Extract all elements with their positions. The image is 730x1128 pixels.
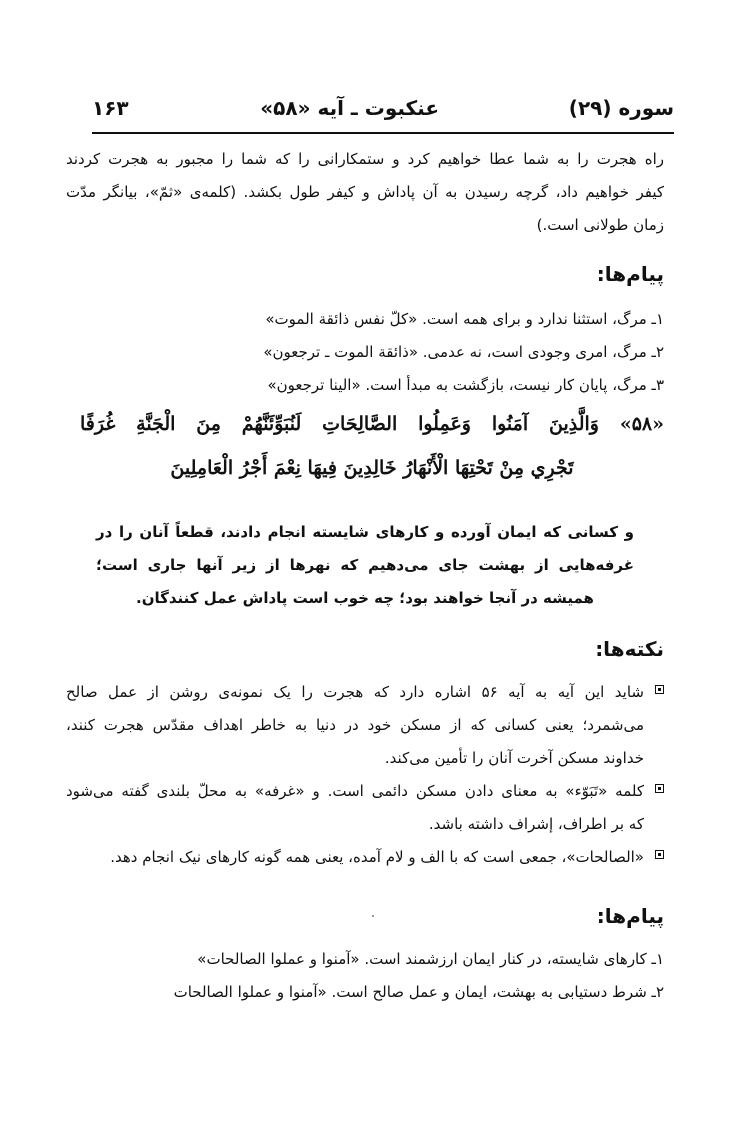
note-line: می‌شمرد؛ یعنی کسانی که از مسکن خود در دنیا به خاطر اهداف مقدّس هجرت کنند، xyxy=(66,716,644,734)
quran-verse xyxy=(80,402,664,490)
intro-line: کیفر خواهیم داد، گرچه رسیدن به آن پاداش و کیفر طول بکشد. (کلمه‌ی «ثمّ»، بیانگر مدّت xyxy=(66,183,664,201)
translation-line: همیشه در آنجا خواهند بود؛ چه خوب است پاداش عمل کنندگان. xyxy=(136,589,594,607)
section-title: عنکبوت ـ آیه «۵۸» xyxy=(260,96,439,120)
translation-line: غرفه‌هایی از بهشت جای می‌دهیم که نهرها از زیر آنها جاری است؛ xyxy=(96,556,634,574)
header-rule xyxy=(92,132,674,134)
messages-list xyxy=(263,303,664,402)
page-header xyxy=(92,96,674,130)
message-item: ۲ـ مرگ، امری وجودی است، نه عدمی. «ذائقة الموت ـ ترجعون» xyxy=(263,343,664,361)
message-item: ۲ـ شرط دستیابی به بهشت، ایمان و عمل صالح است. «آمنوا و عملوا الصالحات xyxy=(173,983,664,1001)
messages-heading-2: پیام‌ها: xyxy=(596,904,664,928)
note-line: خداوند مسکن آخرت آنان را تأمین می‌کند. xyxy=(384,749,644,767)
note-line: که بر اطراف، إشراف داشته باشد. xyxy=(428,815,644,833)
translation-line: و کسانی که ایمان آورده و کارهای شایسته انجام دادند، قطعاً آنان را در xyxy=(96,523,634,541)
message-item: ۳ـ مرگ، پایان کار نیست، بازگشت به مبدأ است. «الینا ترجعون» xyxy=(267,376,664,394)
verse-line: تَجْرِي مِنْ تَحْتِهَا الْأَنْهَارُ خَالِدِينَ فِيهَا نِعْمَ أَجْرُ الْعَامِلِينَ xyxy=(170,457,574,479)
intro-paragraph xyxy=(66,143,664,242)
notes-list xyxy=(66,676,664,874)
note-line: شاید این آیه به آیه ۵۶ اشاره دارد که هجرت را یک نمونه‌ی روشن از عمل صالح xyxy=(66,683,644,701)
notes-heading: نکته‌ها: xyxy=(595,637,664,661)
verse-line: «۵۸» وَالَّذِينَ آمَنُوا وَعَمِلُوا الصَّالِحَاتِ لَنُبَوِّئَنَّهُمْ مِنَ الْجَنَّةِ غُرَفًا xyxy=(80,413,664,435)
message-item: ۱ـ کارهای شایسته، در کنار ایمان ارزشمند است. «آمنوا و عملوا الصالحات» xyxy=(197,950,664,968)
message-item: ۱ـ مرگ، استثنا ندارد و برای همه است. «کلّ نفس ذائقة الموت» xyxy=(265,310,664,328)
note-item xyxy=(66,775,664,841)
square-bullet-icon xyxy=(655,784,664,793)
page-number: ۱۶۳ xyxy=(92,96,129,120)
stray-dot xyxy=(372,915,374,917)
surah-label: سوره (۲۹) xyxy=(568,96,674,120)
note-line: «الصالحات»، جمعی است که با الف و لام آمده، یعنی همه گونه کارهای نیک انجام دهد. xyxy=(110,848,644,866)
note-item xyxy=(66,676,664,775)
messages-heading: پیام‌ها: xyxy=(596,262,664,286)
verse-translation xyxy=(96,516,634,615)
intro-line: راه هجرت را به شما عطا خواهیم کرد و ستمکارانی را که شما را مجبور به هجرت کردند xyxy=(66,150,664,168)
square-bullet-icon xyxy=(655,850,664,859)
note-item xyxy=(66,841,664,874)
note-line: کلمه «تَبَوّء» به معنای دادن مسکن دائمی است. و «غرفه» به محلّ بلندی گفته می‌شود xyxy=(66,782,644,800)
square-bullet-icon xyxy=(655,685,664,694)
messages-list-2 xyxy=(174,943,664,1009)
intro-line: زمان طولانی است.) xyxy=(536,216,664,234)
